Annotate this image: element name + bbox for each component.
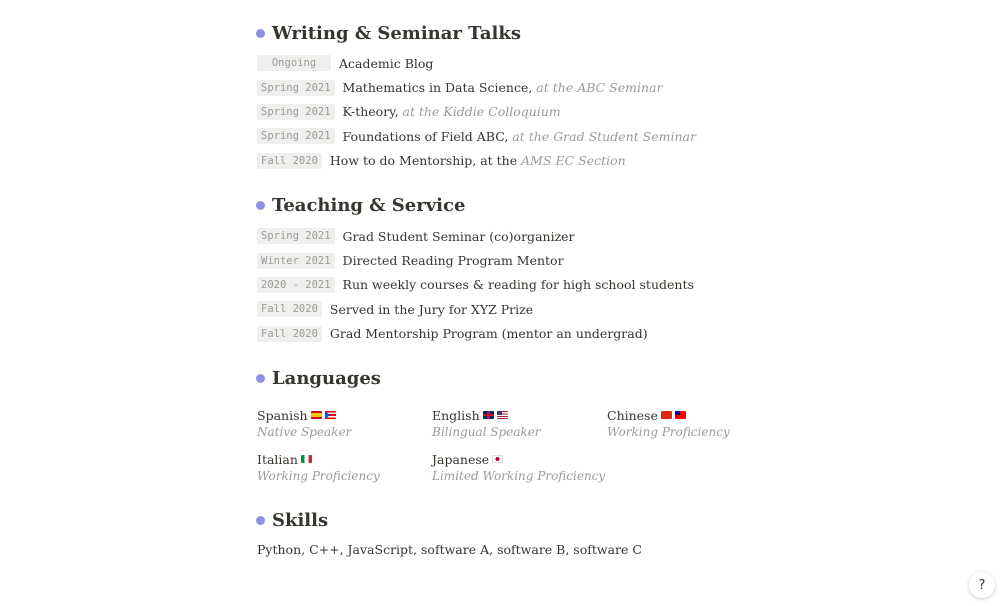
item-text: Mathematics in Data Science, xyxy=(342,80,533,96)
language-level: Limited Working Proficiency xyxy=(432,468,606,483)
language-label: Chinese xyxy=(607,407,658,423)
item-venue: AMS EC Section xyxy=(521,153,626,169)
help-button[interactable]: ? xyxy=(969,572,995,598)
language-name xyxy=(257,406,432,425)
language-level: Bilingual Speaker xyxy=(432,424,541,439)
skills-heading xyxy=(256,506,817,536)
flag-es-icon xyxy=(311,411,322,419)
languages-section xyxy=(257,364,817,488)
language-item xyxy=(257,450,432,488)
date-tag: Fall 2020 xyxy=(257,326,322,342)
flag-us-icon xyxy=(497,411,508,419)
date-tag: Ongoing xyxy=(257,55,331,71)
item-text: How to do Mentorship, at the xyxy=(329,153,518,169)
date-tag: Spring 2021 xyxy=(257,228,335,244)
skills-section xyxy=(257,506,817,557)
flag-it-icon xyxy=(301,455,312,463)
item-venue: at the Kiddie Colloquium xyxy=(402,104,561,120)
language-item xyxy=(432,450,607,488)
language-label: Japanese xyxy=(432,451,490,467)
date-tag: Spring 2021 xyxy=(257,104,335,120)
bullet-icon xyxy=(256,201,265,210)
item-text: Academic Blog xyxy=(339,55,434,71)
list-item xyxy=(257,149,817,173)
language-item xyxy=(257,406,432,444)
language-name xyxy=(607,406,782,425)
date-tag: Spring 2021 xyxy=(257,128,335,144)
teaching-list xyxy=(257,224,817,346)
language-label: Italian xyxy=(257,451,298,467)
bullet-icon xyxy=(256,29,265,38)
bullet-icon xyxy=(256,374,265,383)
list-item xyxy=(257,51,817,75)
date-tag: Spring 2021 xyxy=(257,80,335,96)
date-tag: Fall 2020 xyxy=(257,153,322,169)
date-tag: 2020 - 2021 xyxy=(257,277,335,293)
item-venue: at the Grad Student Seminar xyxy=(512,128,696,144)
languages-title: Languages xyxy=(272,368,381,390)
list-item xyxy=(257,297,817,321)
item-text: Run weekly courses & reading for high school students xyxy=(342,277,694,293)
item-text: Directed Reading Program Mentor xyxy=(342,253,564,269)
teaching-title: Teaching & Service xyxy=(272,195,466,217)
item-text: Foundations of Field ABC, xyxy=(342,128,509,144)
list-item xyxy=(257,224,817,248)
item-text: Grad Student Seminar (co)organizer xyxy=(342,228,575,244)
date-tag: Winter 2021 xyxy=(257,253,335,269)
language-name xyxy=(432,406,607,425)
bullet-icon xyxy=(256,516,265,525)
item-venue: at the ABC Seminar xyxy=(536,80,663,96)
item-text: Grad Mentorship Program (mentor an undergrad) xyxy=(329,326,648,342)
flag-cn-icon xyxy=(661,411,672,419)
skills-text: Python, C++, JavaScript, software A, software B, software C xyxy=(257,541,642,557)
teaching-section xyxy=(257,191,817,346)
page-content xyxy=(257,18,817,575)
language-level: Working Proficiency xyxy=(607,424,730,439)
flag-jp-icon xyxy=(492,455,503,463)
teaching-heading xyxy=(256,191,817,221)
list-item xyxy=(257,124,817,148)
language-item xyxy=(607,406,782,444)
writing-list xyxy=(257,51,817,173)
flag-pr-icon xyxy=(325,411,336,419)
language-name xyxy=(257,450,432,469)
list-item xyxy=(257,75,817,99)
writing-title: Writing & Seminar Talks xyxy=(272,22,521,44)
date-tag: Fall 2020 xyxy=(257,301,322,317)
languages-heading xyxy=(256,364,817,394)
language-item xyxy=(432,406,607,444)
language-level: Native Speaker xyxy=(257,424,352,439)
language-level: Working Proficiency xyxy=(257,468,380,483)
flag-tw-icon xyxy=(675,411,686,419)
list-item xyxy=(257,248,817,272)
writing-heading xyxy=(256,18,817,48)
language-label: English xyxy=(432,407,480,423)
item-text: K-theory, xyxy=(342,104,399,120)
list-item xyxy=(257,100,817,124)
flag-uk-icon xyxy=(483,411,494,419)
list-item xyxy=(257,273,817,297)
writing-section xyxy=(257,18,817,173)
language-name xyxy=(432,450,607,469)
item-text: Served in the Jury for XYZ Prize xyxy=(329,301,534,317)
skills-title: Skills xyxy=(272,510,329,532)
language-label: Spanish xyxy=(257,407,308,423)
list-item xyxy=(257,322,817,346)
languages-grid xyxy=(257,406,817,488)
